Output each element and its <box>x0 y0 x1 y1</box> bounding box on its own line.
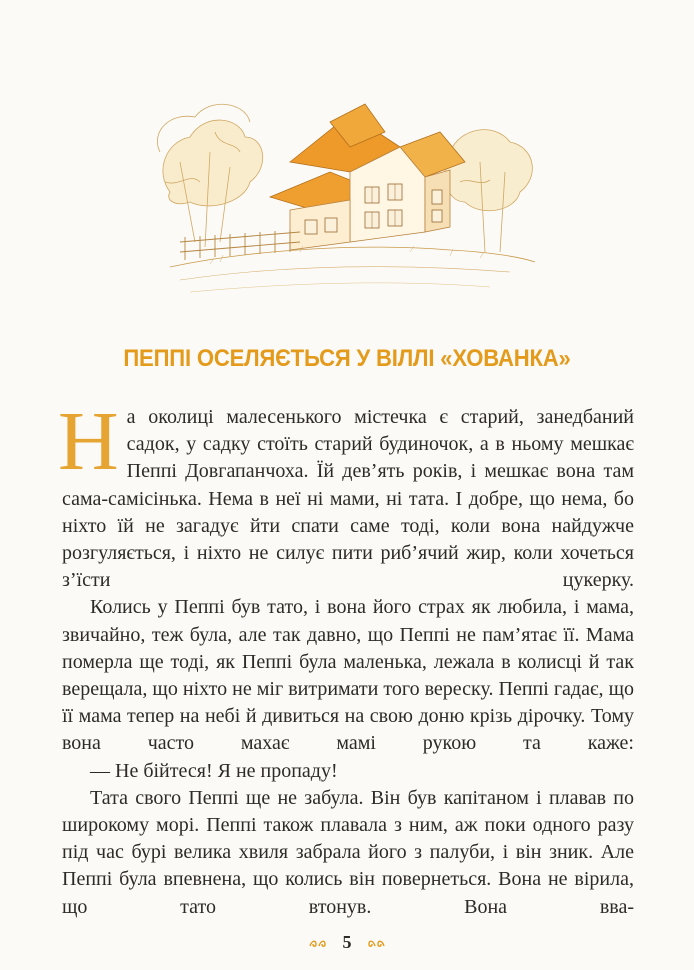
chapter-title: ПЕППІ ОСЕЛЯЄТЬСЯ У ВІЛЛІ «ХОВАНКА» <box>123 345 571 372</box>
ornament-right-icon <box>364 939 386 949</box>
drop-cap: Н <box>58 395 119 488</box>
paragraph-1 <box>58 395 634 594</box>
paragraph-4: Тата свого Пеппі ще не забула. Він був капітаном і плавав по широкому морі. Пеппі також плавала з ним, аж поки одного разу під час бурі велика хвиля забрала його з палуби, і він зник. Але Пеппі була впевнена, що колись він повернеться. Вона не вірила, що тато втонув. Вона вва- <box>62 786 634 918</box>
page-footer <box>0 932 694 953</box>
house-illustration <box>150 92 545 307</box>
paragraph-3: — Не бійтеся! Я не пропаду! <box>90 759 338 782</box>
paragraph-2: Колись у Пеппі був тато, і вона його страх як любила, і мама, звичайно, теж була, але так давно, що Пеппі не пам’ятає її. Мама померла ще тоді, як Пеппі була маленька, лежала в колисці й так верещала, що ніхто не міг витримати того вереску. Пеппі гадає, що її мама тепер на небі й дивиться на свою доню крізь дірочку. Тому вона часто махає мамі рукою та каже: <box>62 596 634 755</box>
paragraph-1-text: а околиці малесенького містечка є старий, занедбаний садок, у садку стоїть старий будиночок, а в ньому мешкає Пеппі Довгапанчоха. Їй дев’ять років, і мешкає вона там сама-самісінька. Нема в неї ні мами, ні тата. І добре, що нема, бо ніхто їй не загадує йти спати саме тоді, коли вона найдужче розгуляється, і ніхто не силує пити риб’ячий жир, коли хочеться з’їсти цукерку. <box>62 406 634 592</box>
ornament-left-icon <box>308 939 330 949</box>
page-number: 5 <box>342 932 352 952</box>
body-text <box>58 395 634 921</box>
